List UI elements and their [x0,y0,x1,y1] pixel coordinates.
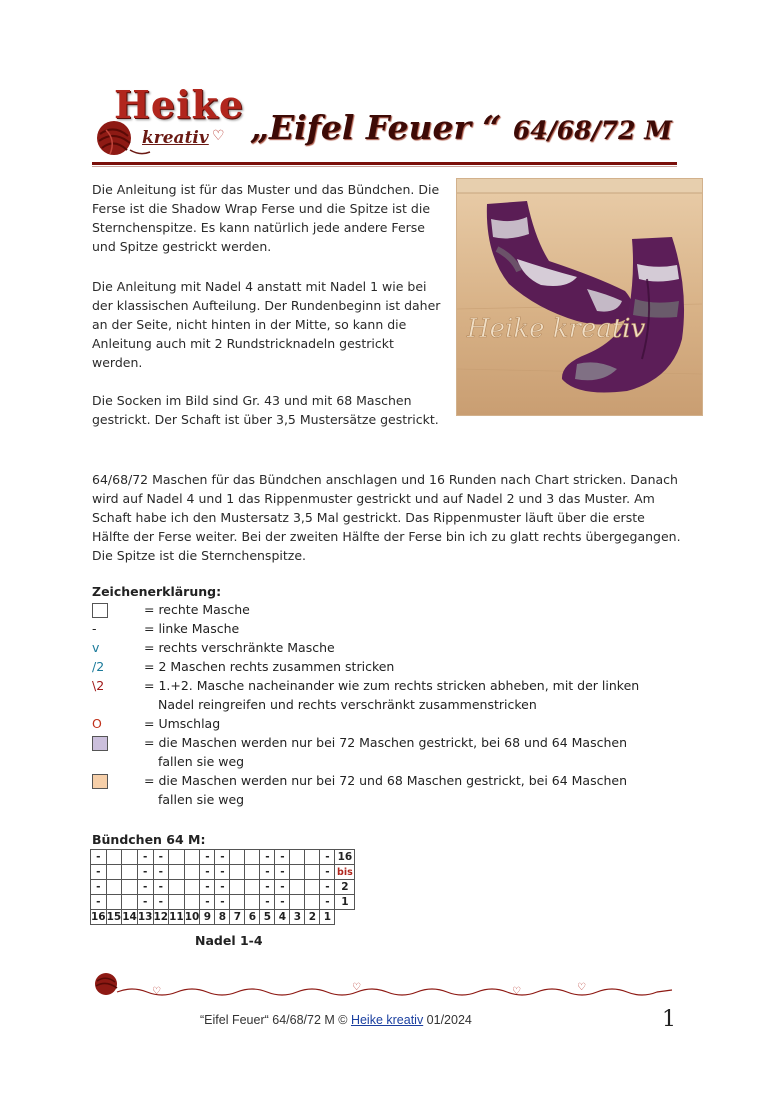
chart-cell: - [200,895,215,910]
ssk-symbol: \2 [92,678,105,693]
chart-cell: - [137,865,153,880]
chart-column-number: 14 [122,911,137,923]
chart-cell [169,865,185,880]
chart-grid [90,849,355,925]
chart-column-number: 8 [215,910,230,925]
footer-link[interactable]: Heike kreativ [350,1013,424,1027]
needle-label: Nadel 1-4 [195,933,263,948]
intro-paragraph-3: Die Socken im Bild sind Gr. 43 und mit 68 Maschen gestrickt. Der Schaft ist über 3,5 Mustersätze gestrickt. [92,393,439,427]
legend-text: = rechte Masche [144,602,250,617]
chart-cell [169,850,185,865]
page-number: 1 [662,1007,676,1032]
chart-cell [230,880,245,895]
heart-icon: ♡ [352,982,361,993]
chart-cell: - [91,850,107,865]
purl-symbol: - [92,621,97,636]
chart-cell [169,895,185,910]
chart-row [91,895,355,910]
chart-cell: - [275,865,290,880]
socks-illustration [457,179,702,415]
chart-cell [290,880,305,895]
legend-text: = die Maschen werden nur bei 72 Maschen gestrickt, bei 68 und 64 Maschen fallen sie weg [144,735,628,769]
chart-cell: - [153,895,169,910]
intro-paragraph-2: Die Anleitung mit Nadel 4 anstatt mit Nadel 1 wie bei der klassischen Aufteilung. Der Rundenbeginn ist daher an der Seite, nicht hinten in der Mitte, so kann die Anleitung auch mit 2 Rundstricknadeln gestrickt werden. [92,279,441,370]
logo-subtitle: kreativ [142,128,209,148]
chart-column-number: 6 [245,910,260,925]
chart-cell [305,895,320,910]
chart-column-number: 11 [169,911,184,923]
footer-decoration [92,966,677,1006]
chart-cell: - [200,880,215,895]
chart-cell: - [275,880,290,895]
chart-cell: - [137,850,153,865]
chart-cell [184,880,200,895]
chart-cell [245,865,260,880]
chart-cell: - [260,895,275,910]
chart-cell [245,895,260,910]
chart-column-number: 2 [305,910,320,925]
footer-prefix: “Eifel Feuer“ 64/68/72 M © [200,1013,351,1027]
logo-name: Heike [114,82,245,127]
chart-column-number: 16 [91,911,106,923]
cuff-chart [90,849,355,925]
chart-cell: - [200,865,215,880]
chart-cell: - [275,850,290,865]
chart-cell [230,895,245,910]
chart-cell: - [215,880,230,895]
legend-text: = rechts verschränkte Masche [144,640,335,655]
chart-column-number: 1 [320,910,335,925]
page-title [250,108,690,158]
chart-cell: - [320,865,335,880]
twisted-knit-symbol: v [92,640,100,655]
peach-swatch [92,774,108,789]
chart-cell [290,865,305,880]
chart-row [91,880,355,895]
yarn-ball-icon [95,973,117,995]
title-text: „Eifel Feuer “ [250,108,502,147]
chart-cell [122,865,138,880]
chart-row-label: 1 [335,895,355,910]
chart-column-number: 9 [200,910,215,925]
chart-corner [335,910,355,925]
chart-column-number: 4 [275,910,290,925]
chart-cell [122,880,138,895]
chart-cell: - [91,895,107,910]
chart-column-number: 7 [230,910,245,925]
chart-row [91,865,355,880]
footer-suffix: 01/2024 [423,1013,472,1027]
header-divider [92,162,677,165]
lavender-swatch [92,736,108,751]
chart-cell: - [260,850,275,865]
chart-column-number: 12 [153,911,169,923]
chart-column-number: 13 [137,911,153,923]
chart-cell [106,880,122,895]
chart-cell: - [153,880,169,895]
header-divider-shadow [92,166,677,167]
chart-cell [184,895,200,910]
chart-cell: - [215,895,230,910]
chart-column-number: 10 [184,911,200,923]
chart-cell: - [320,895,335,910]
chart-row-label: 2 [335,880,355,895]
chart-cell [230,850,245,865]
chart-cell [305,880,320,895]
legend-text: = linke Masche [144,621,240,636]
chart-cell: - [320,850,335,865]
chart-cell [169,880,185,895]
legend-text: = die Maschen werden nur bei 72 und 68 Maschen gestrickt, bei 64 Maschen fallen sie weg [144,773,628,807]
heart-icon: ♡ [152,986,161,997]
title-sizes: 64/68/72 M [512,116,672,145]
chart-cell: - [153,865,169,880]
chart-cell [122,895,138,910]
heart-icon: ♡ [577,982,586,993]
heart-icon: ♡ [512,986,521,997]
chart-column-numbers [91,910,355,925]
chart-cell [305,865,320,880]
chart-row-label: bis [335,865,355,880]
chart-cell: - [275,895,290,910]
chart-cell: - [215,865,230,880]
chart-cell [290,850,305,865]
k2tog-symbol: /2 [92,659,105,674]
legend-title: Zeichenerklärung: [92,584,222,599]
heart-icon: ♡ [212,128,225,144]
chart-cell [184,865,200,880]
footer-text [200,1013,472,1027]
chart-cell: - [137,880,153,895]
wood-lettering: Heike kreativ [467,314,646,344]
chart-cell [290,895,305,910]
chart-cell [184,850,200,865]
chart-cell [230,865,245,880]
legend-text: = Umschlag [144,716,221,731]
chart-row-label: 16 [335,850,355,865]
chart-cell [305,850,320,865]
chart-cell [106,865,122,880]
chart-row [91,850,355,865]
intro-paragraph-4: 64/68/72 Maschen für das Bündchen anschlagen und 16 Runden nach Chart stricken. Danach wird auf Nadel 4 und 1 das Rippenmuster gestrickt und auf Nadel 2 und 3 das Muster. Am Schaft habe ich den Mustersatz 3,5 Mal gestrickt. Das Rippenmuster läuft über die erste Hälfte der Ferse weiter. Bei der zweiten Hälfte der Ferse bin ich zu glatt rechts übergegangen. Die Spitze ist die Sternchenspitze. [92,472,681,563]
chart-cell: - [260,865,275,880]
legend-text: = 2 Maschen rechts zusammen stricken [144,659,395,674]
yarn-over-symbol: O [92,716,102,731]
chart-cell: - [153,850,169,865]
chart-cell: - [137,895,153,910]
chart-cell: - [91,880,107,895]
chart-cell [122,850,138,865]
chart-column-number: 3 [290,910,305,925]
chart-cell [245,850,260,865]
chart-title: Bündchen 64 M: [92,832,206,847]
logo [92,78,245,168]
chart-cell: - [260,880,275,895]
chart-cell: - [320,880,335,895]
chart-cell [245,880,260,895]
chart-cell [106,895,122,910]
chart-column-number: 5 [260,910,275,925]
chart-cell: - [91,865,107,880]
legend-text: = 1.+2. Masche nacheinander wie zum rechts stricken abheben, mit der linken Nadel reingreifen und rechts verschränkt zusammenstricken [144,678,640,712]
chart-cell: - [215,850,230,865]
intro-paragraph-1: Die Anleitung ist für das Muster und das Bündchen. Die Ferse ist die Shadow Wrap Ferse und die Spitze ist die Sternchenspitze. Es kann natürlich jede andere Ferse und Spitze gestrickt werden. [92,182,440,254]
socks-photo [456,178,703,416]
chart-cell [106,850,122,865]
chart-column-number: 15 [106,911,122,923]
knit-symbol-box [92,603,108,618]
chart-cell: - [200,850,215,865]
